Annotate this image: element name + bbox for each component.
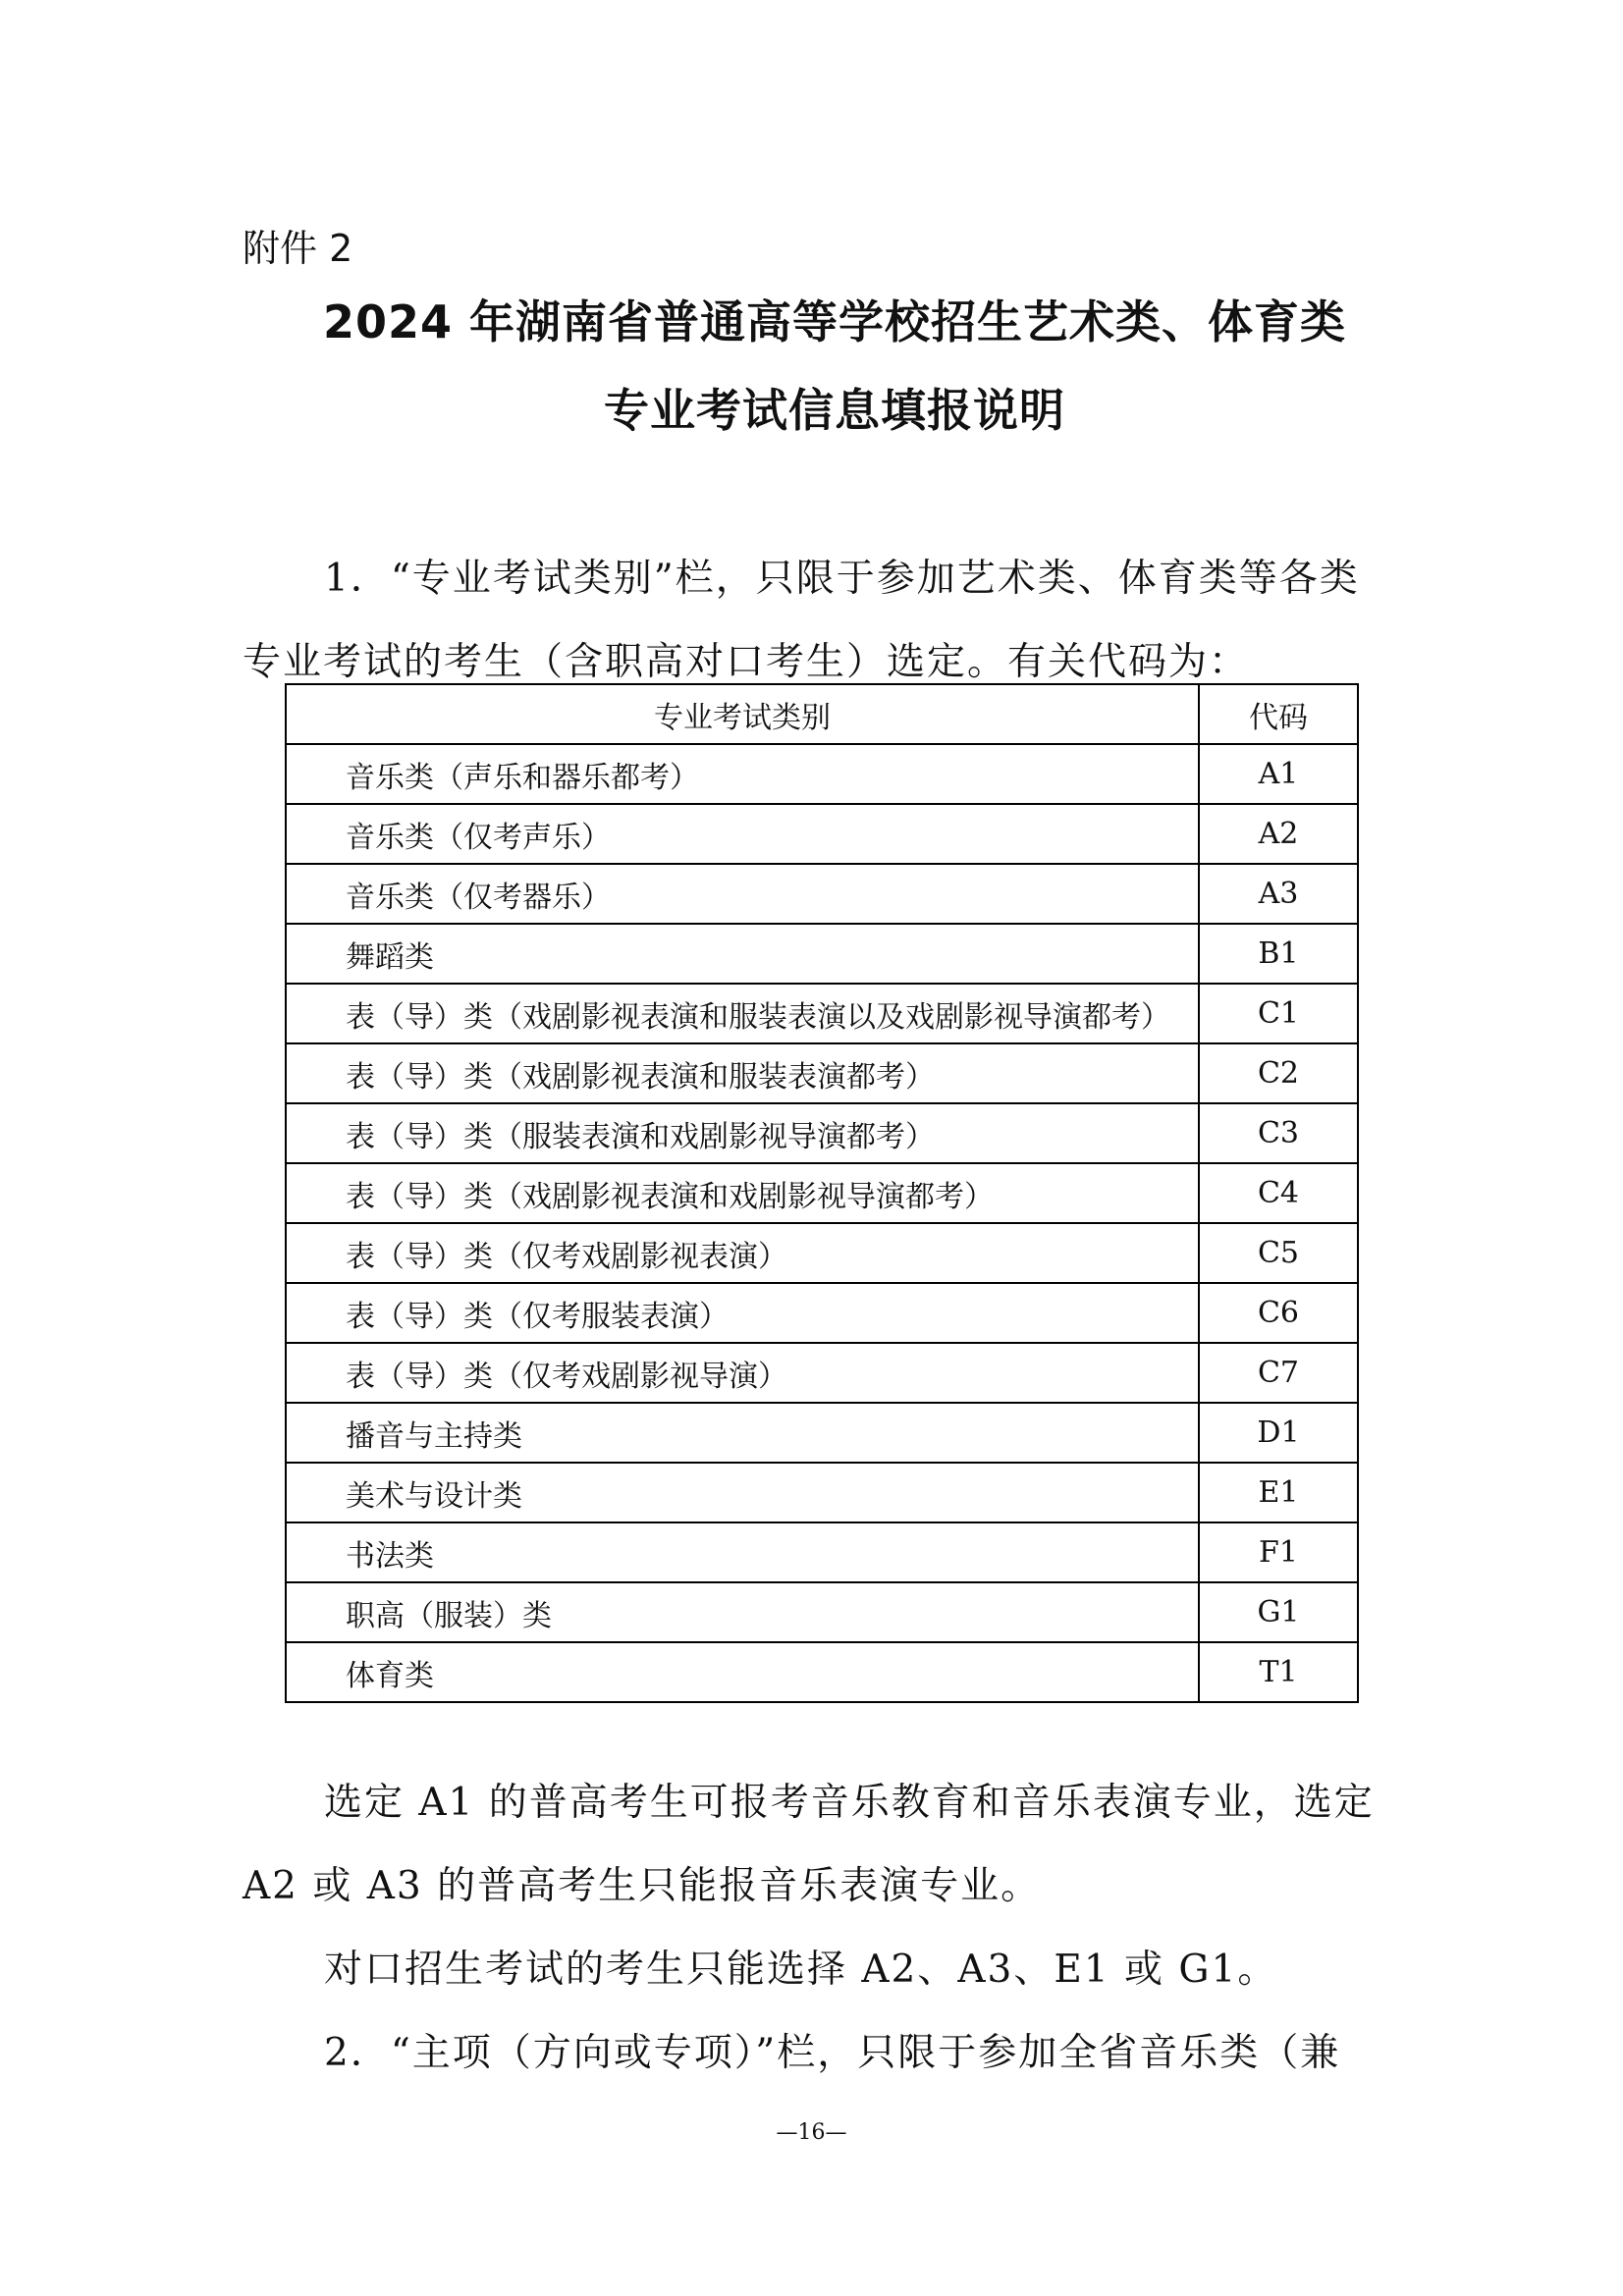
code-cell: A1 (1199, 744, 1358, 804)
attachment-label: 附件 2 (243, 227, 353, 270)
table-row (286, 1103, 1358, 1163)
code-cell: A3 (1199, 864, 1358, 924)
paragraph-1-line-1: 1．“专业考试类别”栏，只限于参加艺术类、体育类等各类 (324, 557, 1360, 601)
category-cell: 音乐类（声乐和器乐都考） (286, 744, 1199, 804)
category-cell: 舞蹈类 (286, 924, 1199, 984)
table-row (286, 924, 1358, 984)
category-cell: 表（导）类（服装表演和戏剧影视导演都考） (286, 1103, 1199, 1163)
category-code-table (285, 683, 1359, 1703)
code-cell: C5 (1199, 1223, 1358, 1283)
table-row (286, 744, 1358, 804)
table-row (286, 1283, 1358, 1343)
table-row (286, 864, 1358, 924)
code-cell: D1 (1199, 1403, 1358, 1463)
category-cell: 表（导）类（戏剧影视表演和服装表演都考） (286, 1043, 1199, 1103)
paragraph-2-line-1: 选定 A1 的普高考生可报考音乐教育和音乐表演专业，选定 (324, 1781, 1375, 1825)
code-cell: G1 (1199, 1582, 1358, 1642)
category-cell: 表（导）类（戏剧影视表演和戏剧影视导演都考） (286, 1163, 1199, 1223)
code-cell: C6 (1199, 1283, 1358, 1343)
table-row (286, 1582, 1358, 1642)
category-cell: 音乐类（仅考声乐） (286, 804, 1199, 864)
category-cell: 表（导）类（仅考戏剧影视表演） (286, 1223, 1199, 1283)
table-row (286, 1343, 1358, 1403)
paragraph-2-line-2: A2 或 A3 的普高考生只能报音乐表演专业。 (243, 1864, 1042, 1908)
page-number: —16— (776, 2120, 847, 2145)
code-cell: C7 (1199, 1343, 1358, 1403)
code-cell: C3 (1199, 1103, 1358, 1163)
code-cell: C1 (1199, 984, 1358, 1043)
header-category: 专业考试类别 (286, 684, 1199, 744)
code-cell: C2 (1199, 1043, 1358, 1103)
category-cell: 美术与设计类 (286, 1463, 1199, 1522)
code-cell: A2 (1199, 804, 1358, 864)
code-cell: E1 (1199, 1463, 1358, 1522)
table-row (286, 804, 1358, 864)
category-cell: 书法类 (286, 1522, 1199, 1582)
code-cell: T1 (1199, 1642, 1358, 1702)
document-title-line-1: 2024 年湖南省普通高等学校招生艺术类、体育类 (322, 295, 1347, 348)
category-cell: 表（导）类（戏剧影视表演和服装表演以及戏剧影视导演都考） (286, 984, 1199, 1043)
code-cell: C4 (1199, 1163, 1358, 1223)
category-cell: 播音与主持类 (286, 1403, 1199, 1463)
code-cell: F1 (1199, 1522, 1358, 1582)
category-cell: 体育类 (286, 1642, 1199, 1702)
table-row (286, 1522, 1358, 1582)
table-row (286, 1043, 1358, 1103)
table-row (286, 1223, 1358, 1283)
header-code: 代码 (1199, 684, 1358, 744)
paragraph-1-line-2: 专业考试的考生（含职高对口考生）选定。有关代码为： (243, 640, 1250, 684)
table-row (286, 1403, 1358, 1463)
category-cell: 职高（服装）类 (286, 1582, 1199, 1642)
category-cell: 表（导）类（仅考戏剧影视导演） (286, 1343, 1199, 1403)
table-row (286, 1642, 1358, 1702)
paragraph-4: 2．“主项（方向或专项）”栏，只限于参加全省音乐类（兼 (324, 2031, 1341, 2075)
paragraph-3: 对口招生考试的考生只能选择 A2、A3、E1 或 G1。 (324, 1948, 1278, 1992)
document-title-line-2: 专业考试信息填报说明 (604, 384, 1065, 437)
table-row (286, 1163, 1358, 1223)
table-header-row (286, 684, 1358, 744)
table-row (286, 984, 1358, 1043)
category-cell: 表（导）类（仅考服装表演） (286, 1283, 1199, 1343)
category-cell: 音乐类（仅考器乐） (286, 864, 1199, 924)
code-cell: B1 (1199, 924, 1358, 984)
table-row (286, 1463, 1358, 1522)
